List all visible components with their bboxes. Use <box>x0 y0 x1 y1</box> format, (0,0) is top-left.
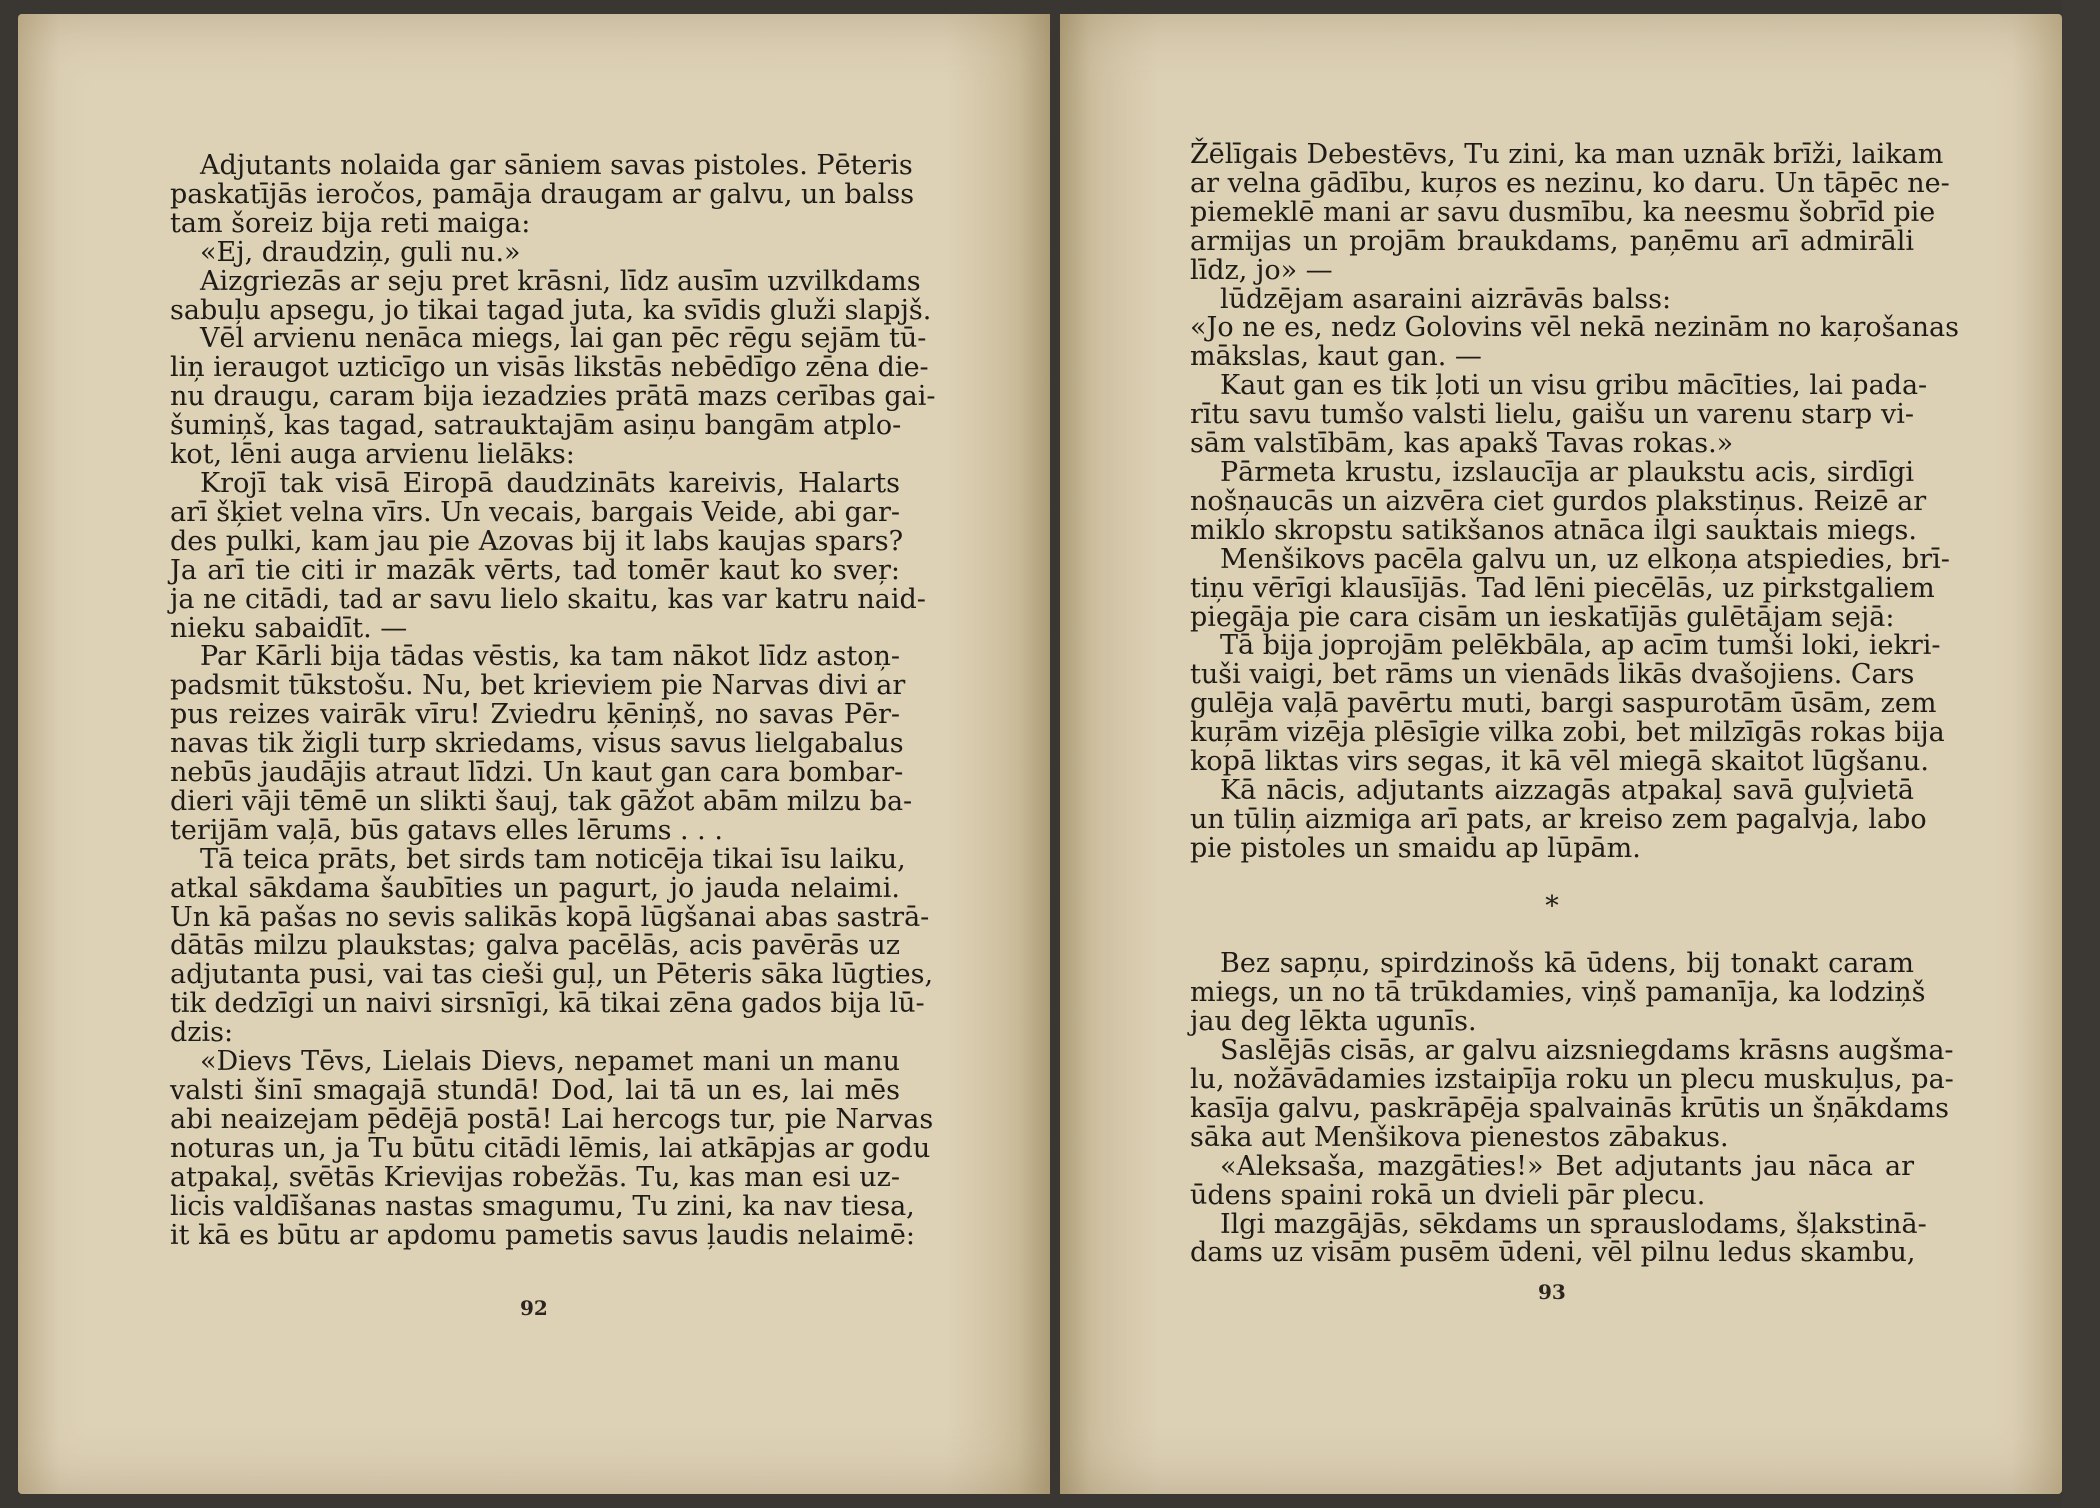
text-line: arī šķiet velna vīrs. Un vecais, bargais Veide, abi gar- <box>170 496 900 528</box>
text-line: pie pistoles un smaidu ap lūpām. <box>1190 832 1641 864</box>
text-line: Menšikovs pacēla galvu un, uz elkoņa atspiedies, brī- <box>1220 543 1950 575</box>
text-line: it kā es būtu ar apdomu pametis savus ļaudis nelaimē: <box>170 1219 915 1251</box>
text-line: kopā liktas virs segas, it kā vēl miegā skaitot lūgšanu. <box>1190 746 1929 778</box>
section-gap <box>1190 864 1914 893</box>
text-line: sabuļu apsegu, jo tikai tagad juta, ka svīdis gluži slapjš. <box>170 294 932 326</box>
text-line: nu draugu, caram bija iezadzies prātā mazs cerības gai- <box>170 381 936 413</box>
text-line: «Ej, draudziņ, guli nu.» <box>200 236 521 268</box>
text-line: noturas un, ja Tu būtu citādi lēmis, lai atkāpjas ar godu <box>170 1132 931 1164</box>
text-line: Kā nācis, adjutants aizzagās atpakaļ savā guļvietā <box>1220 774 1914 806</box>
text-line: miegs, un no tā trūkdamies, viņš pamanīja, ka lodziņš <box>1190 977 1926 1009</box>
book-cover-right-edge <box>2062 0 2100 1508</box>
text-line: paskatījās ieročos, pamāja draugam ar galvu, un balss <box>170 178 915 210</box>
text-line: armijas un projām braukdams, paņēmu arī admirāli <box>1190 225 1914 257</box>
text-line: līdz, jo» — <box>1190 254 1333 286</box>
text-line: licis valdīšanas nastas smagumu, Tu zini, ka nav tiesa, <box>170 1190 915 1222</box>
left-page-number: 92 <box>520 1296 548 1320</box>
book-gutter <box>1050 0 1060 1508</box>
text-line: Bez sapņu, spirdzinošs kā ūdens, bij tonakt caram <box>1220 948 1914 980</box>
text-line: lu, nožāvādamies izstaipīja roku un plecu muskuļus, pa- <box>1190 1063 1954 1095</box>
text-line: navas tik žigli turp skriedams, visus savus lielgabalus <box>170 728 904 760</box>
text-line: dams uz visām pusēm ūdeni, vēl pilnu ledus skambu, <box>1190 1237 1916 1269</box>
text-line: tam šoreiz bija reti maiga: <box>170 207 531 239</box>
text-line: padsmit tūkstošu. Nu, bet krieviem pie Narvas divi ar <box>170 670 906 702</box>
text-line: ūdens spaini rokā un dvieli pār plecu. <box>1190 1179 1706 1211</box>
text-line: Un kā pašas no sevis salikās kopā lūgšanai abas sastrā- <box>170 901 930 933</box>
text-line: Adjutants nolaida gar sāniem savas pistoles. Pēteris <box>200 150 913 181</box>
text-line: kuŗām vizēja plēsīgie vilka zobi, bet milzīgās rokas bija <box>1190 717 1945 749</box>
text-line: nieku sabaidīt. — <box>170 612 408 644</box>
text-line: Žēlīgais Debestēvs, Tu zini, ka man uznāk brīži, laikam <box>1190 139 1944 170</box>
text-line: piegāja pie cara cisām un ieskatījās gulētājam sejā: <box>1190 601 1895 633</box>
text-line: gulēja vaļā pavērtu muti, bargi saspurotām ūsām, zem <box>1190 688 1937 720</box>
section-gap <box>1190 921 1914 950</box>
text-line: Kaut gan es tik ļoti un visu gribu mācīties, lai pada- <box>1220 370 1928 402</box>
text-line: Vēl arvienu nenāca miegs, lai gan pēc rēgu sejām tū- <box>200 323 927 355</box>
text-line: rītu savu tumšo valsti lielu, gaišu un varenu starp vi- <box>1190 399 1914 431</box>
text-line: des pulki, kam jau pie Azovas bij it labs kaujas spars? <box>170 525 904 557</box>
text-line: Aizgriezās ar seju pret krāsni, līdz ausīm uzvilkdams <box>200 265 921 297</box>
text-line: «Aleksaša, mazgāties!» Bet adjutants jau nāca ar <box>1220 1150 1914 1182</box>
text-line: Ilgi mazgājās, sēkdams un sprauslodams, šļakstinā- <box>1220 1208 1927 1240</box>
text-line: atpakaļ, svētās Krievijas robežās. Tu, kas man esi uz- <box>170 1161 900 1193</box>
text-line: miklo skropstu satikšanos atnāca ilgi sauktais miegs. <box>1190 514 1917 546</box>
text-line: tik dedzīgi un naivi sirsnīgi, kā tikai zēna gados bija lū- <box>170 988 925 1020</box>
text-line: Saslējās cisās, ar galvu aizsniegdams krāsns augšma- <box>1220 1035 1954 1067</box>
text-line: pus reizes vairāk vīru! Zviedru ķēniņš, no savas Pēr- <box>170 699 900 731</box>
text-line: Par Kārli bija tādas vēstis, ka tam nākot līdz astoņ- <box>200 641 900 673</box>
book-cover-left-edge <box>0 0 18 1508</box>
text-line: abi neaizejam pēdējā postā! Lai hercogs tur, pie Narvas <box>170 1103 934 1135</box>
text-line: terijām vaļā, būs gatavs elles lērums . . . <box>170 814 723 846</box>
text-line: jau deg lēkta ugunīs. <box>1190 1006 1477 1038</box>
text-line: Ja arī tie citi ir mazāk vērts, tad tomēr kaut ko sveŗ: <box>170 554 900 586</box>
text-line: nošņaucās un aizvēra ciet gurdos plakstiņus. Reizē ar <box>1190 485 1927 517</box>
text-line: atkal sākdama šaubīties un pagurt, jo jauda nelaimi. <box>170 872 900 904</box>
text-line: dātās milzu plaukstas; galva pacēlās, acis pavērās uz <box>170 930 900 962</box>
text-line: un tūliņ aizmiga arī pats, ar kreiso zem pagalvja, labo <box>1190 803 1927 835</box>
text-line: adjutanta pusi, vai tas cieši guļ, un Pēteris sāka lūgties, <box>170 959 934 991</box>
text-line: «Jo ne es, nedz Golovins vēl nekā nezinām no kaŗošanas <box>1190 312 1959 344</box>
text-line: kasīja galvu, paskrāpēja spalvainās krūtis un šņākdams <box>1190 1092 1950 1124</box>
text-line: tuši vaigi, bet rāms un vienāds likās dvašojiens. Cars <box>1190 659 1915 691</box>
text-line: dieri vāji tēmē un slikti šauj, tak gāžot abām milzu ba- <box>170 785 913 817</box>
text-line: dzis: <box>170 1017 234 1049</box>
text-line: ja ne citādi, tad ar savu lielo skaitu, kas var katru naid- <box>170 583 926 615</box>
text-line: liņ ieraugot uzticīgo un visās likstās nebēdīgo zēna die- <box>170 352 929 384</box>
text-line: sāka aut Menšikova pienestos zābakus. <box>1190 1121 1729 1153</box>
text-line: Pārmeta krustu, izslaucīja ar plaukstu acis, sirdīgi <box>1220 456 1914 488</box>
left-page-text <box>170 150 936 1251</box>
text-line: sām valstībām, kas apakš Tavas rokas.» <box>1190 428 1734 460</box>
text-line: tiņu vērīgi klausījās. Tad lēni piecēlās, uz pirkstgaliem <box>1190 572 1935 604</box>
right-page-text <box>1190 139 1959 1269</box>
text-line: Tā bija joprojām pelēkbāla, ap acīm tumši loki, iekri- <box>1220 630 1941 662</box>
text-line: nebūs jaudājis atraut līdzi. Un kaut gan cara bombar- <box>170 757 904 789</box>
text-line: valsti šinī smagajā stundā! Dod, lai tā un es, lai mēs <box>170 1075 900 1106</box>
text-line: ar velna gādību, kuŗos es nezinu, ko daru. Un tāpēc ne- <box>1190 167 1950 199</box>
text-line: piemeklē mani ar savu dusmību, ka neesmu šobrīd pie <box>1190 196 1936 228</box>
right-page-number: 93 <box>1538 1280 1566 1304</box>
text-line: kot, lēni auga arvienu lielāks: <box>170 439 575 471</box>
text-line: lūdzējam asaraini aizrāvās balss: <box>1220 283 1672 315</box>
text-line: šumiņš, kas tagad, satrauktajām asiņu bangām atplo- <box>170 410 902 442</box>
text-line: Krojī tak visā Eiropā daudzināts kareivis, Halarts <box>200 467 900 499</box>
text-line: «Dievs Tēvs, Lielais Dievs, nepamet mani un manu <box>200 1046 900 1078</box>
text-line: Tā teica prāts, bet sirds tam noticēja tikai īsu laiku, <box>200 843 906 875</box>
text-line: mākslas, kaut gan. — <box>1190 341 1482 373</box>
section-separator: * <box>1545 890 1559 922</box>
